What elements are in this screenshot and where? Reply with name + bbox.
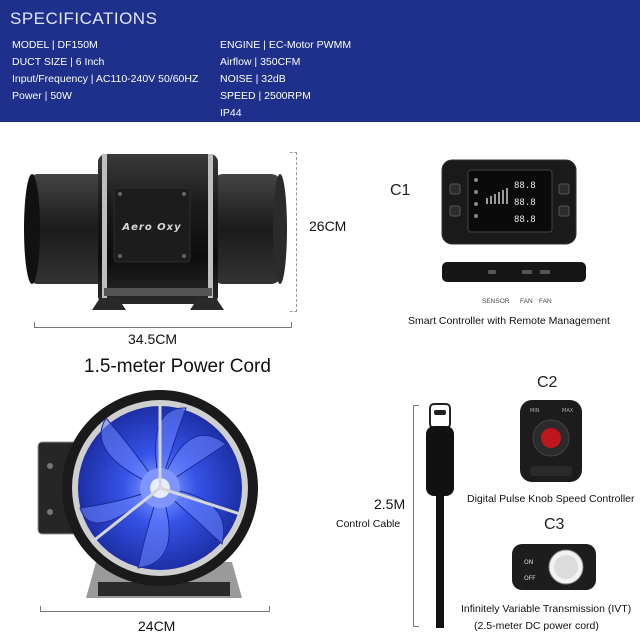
spec-model: MODEL | DF150M [12,39,98,51]
junction-screw [47,509,53,515]
c1-port-fan-2 [540,270,550,274]
specifications-banner [0,0,640,122]
cable-dimension-line [413,405,419,627]
spec-ip-rating: IP44 [220,107,242,119]
c1-port-label-fan-2: FAN [539,298,552,305]
c1-port-label-sensor: SENSOR [482,298,510,305]
c2-base [530,466,572,476]
spec-input-frequency: Input/Frequency | AC110-240V 50/60HZ [12,73,199,85]
c2-caption: Digital Pulse Knob Speed Controller [467,493,635,505]
plate-screw [118,254,122,258]
c1-port-sensor [488,270,496,274]
c3-caption-line2: (2.5-meter DC power cord) [474,620,599,632]
right-duct-opening [273,174,287,284]
power-cord-label: 1.5-meter Power Cord [84,356,271,377]
c1-port-fan-1 [522,270,532,274]
c2-red-indicator [541,428,561,448]
c1-lcd [468,170,552,232]
c2-min-label: MIN [530,408,540,414]
width-label: 24CM [138,618,176,634]
c3-on-label: ON [524,559,534,566]
spec-noise: NOISE | 32dB [220,73,286,85]
clamp-band-left [102,154,107,304]
left-duct-opening [24,174,40,284]
cable-wire [436,496,444,628]
spec-column-right [220,37,351,122]
clamp-band-right [208,154,213,304]
c1-button-left-top[interactable] [450,184,460,194]
plate-screw [182,192,186,196]
c3-caption-line1: Infinitely Variable Transmission (IVT) [461,603,632,615]
c1-reading-1: 88.8 [514,181,536,191]
length-label: 34.5CM [128,331,178,347]
usb-c-plug-body [426,426,454,496]
plate-screw [118,192,122,196]
cable-length-label: 2.5M [374,496,406,512]
spec-column-left [12,37,198,105]
width-dimension-line [40,606,270,612]
c1-tag: C1 [390,182,411,199]
brand-logo: Aero Oxy [122,222,182,233]
spec-power: Power | 50W [12,90,72,102]
c3-tag: C3 [544,516,565,533]
right-duct-collar [213,174,281,284]
spec-airflow: Airflow | 350CFM [220,56,301,68]
c1-controller-side [440,258,590,288]
c1-controller-front [440,158,580,248]
c1-caption: Smart Controller with Remote Management [408,315,610,327]
mount-bar [104,288,212,296]
c1-reading-3: 88.8 [514,215,536,225]
inline-fan-side-image [18,148,298,318]
height-label: 26CM [309,218,347,234]
usb-c-cable-image [420,400,460,630]
height-dimension-line [296,152,297,312]
length-dimension-line [34,322,292,328]
c1-button-up[interactable] [559,184,569,194]
c3-dial-inner [554,555,578,579]
c1-side-housing [442,262,586,282]
fan-front-image [36,384,276,604]
c3-off-label: OFF [524,575,536,582]
c1-button-left-bottom[interactable] [450,206,460,216]
cable-caption: Control Cable [336,518,401,530]
c2-tag: C2 [537,374,558,391]
spec-speed: SPEED | 2500RPM [220,90,311,102]
usb-c-port-slot [434,410,446,415]
c2-knob-controller [514,398,588,486]
c2-max-label: MAX [562,408,574,414]
banner-title: SPECIFICATIONS [10,9,158,28]
c3-ivt-switch [510,540,600,594]
plate-screw [182,254,186,258]
c1-port-label-fan-1: FAN [520,298,533,305]
usb-c-tip [430,404,450,428]
spec-duct-size: DUCT SIZE | 6 Inch [12,56,105,68]
c1-button-down[interactable] [559,206,569,216]
junction-screw [47,463,53,469]
c1-reading-2: 88.8 [514,198,536,208]
spec-engine: ENGINE | EC-Motor PWMM [220,39,352,51]
